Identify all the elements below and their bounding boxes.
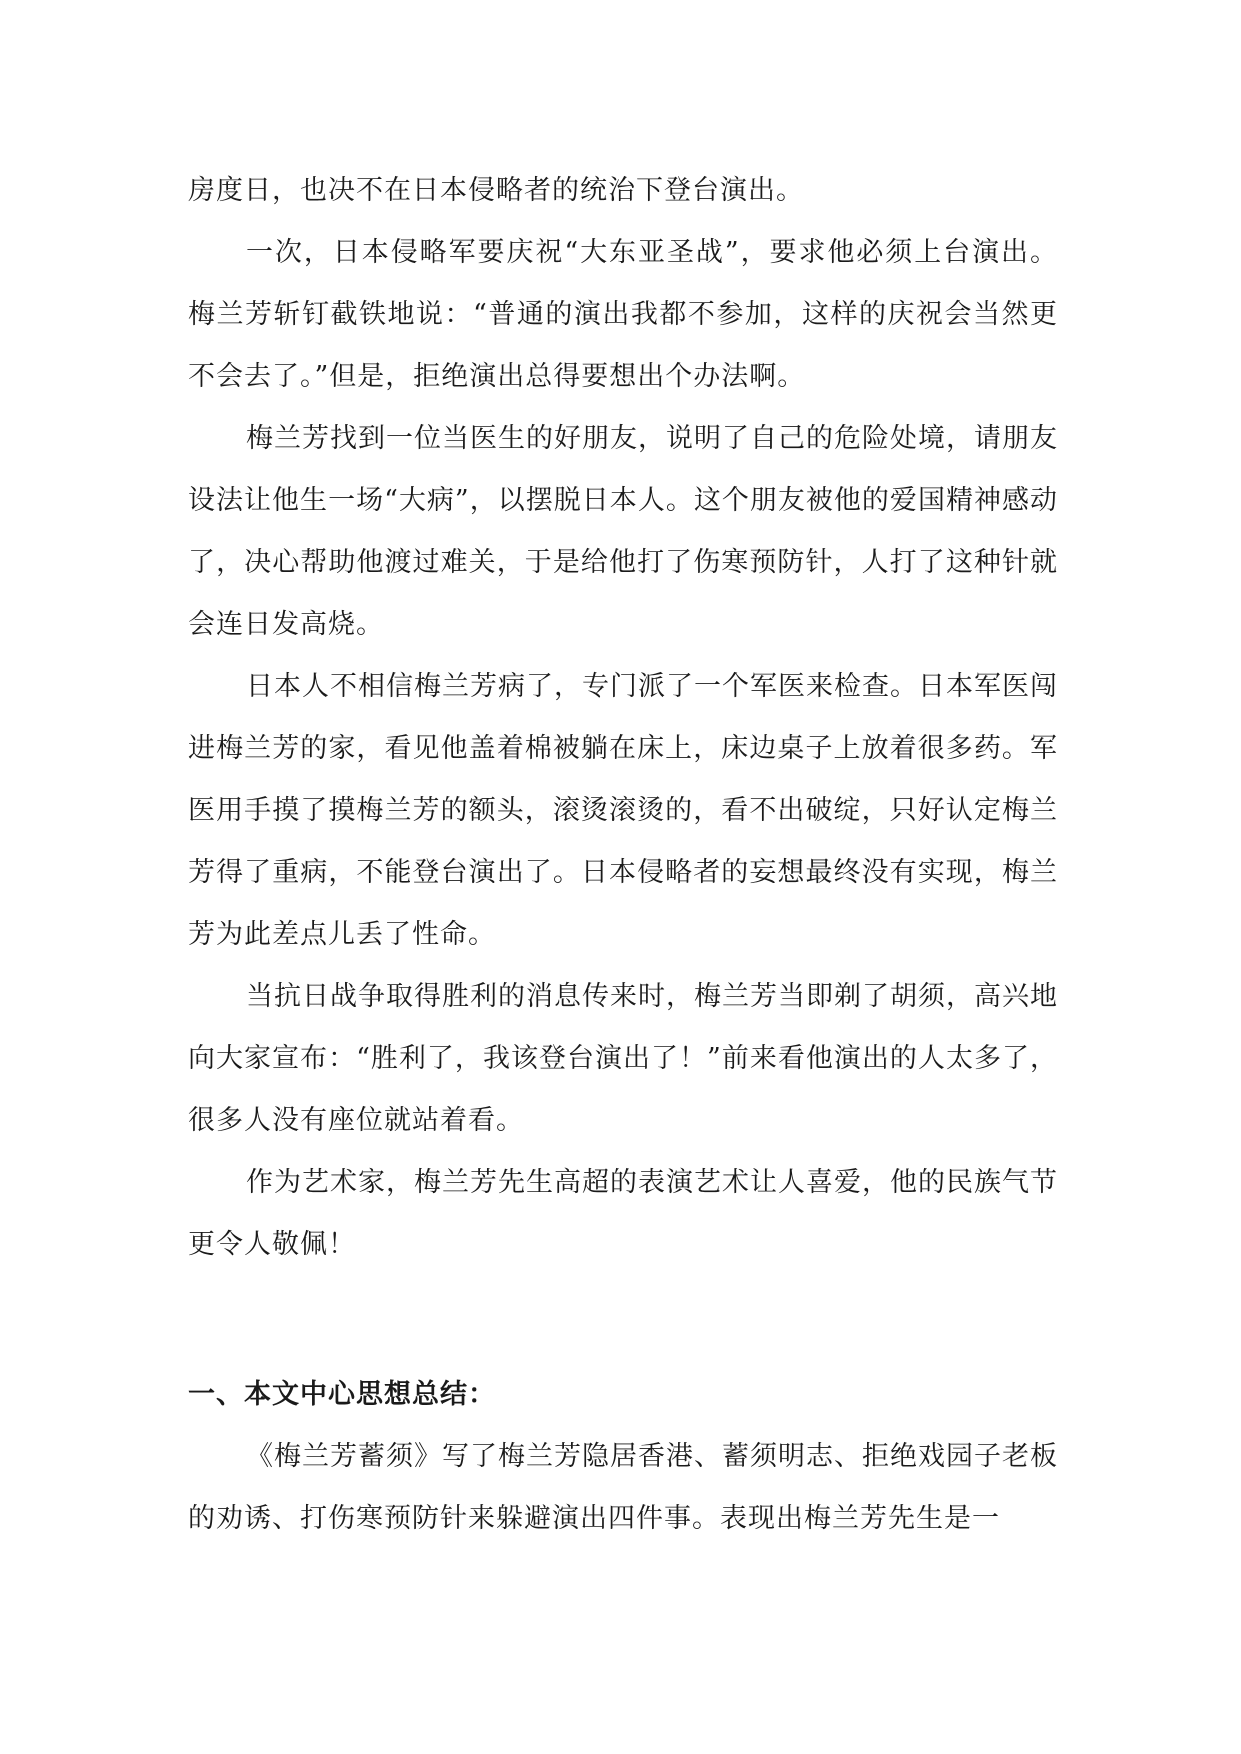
text-line: 日本人不相信梅兰芳病了，专门派了一个军医来检查。日本军医: [246, 671, 1030, 702]
text-line: 梅兰芳找到一位当医生的好朋友，说明了自己的危险处境，请朋: [246, 423, 1030, 454]
paragraph-2: [188, 222, 1058, 408]
text-line: 梅兰芳斩钉截铁地说：“普通的演出我都不参加，这样的庆祝会当然: [188, 299, 1030, 330]
text-line: 神感动了，决心帮助他渡过难关，于是给他打了伤寒预防针，人打了: [188, 485, 1059, 578]
paragraph-4: [188, 656, 1058, 966]
text-line: 房度日，也决不在日本侵略者的统治下登台演出。: [188, 175, 804, 206]
text-line: 闯进梅兰芳的家，看见他盖着棉被躺在床上，床边桌子上放着很多药。: [188, 671, 1058, 764]
text-line: 《梅兰芳蓄须》写了梅兰芳隐居香港、蓄须明志、拒绝戏园子老: [246, 1441, 1030, 1472]
text-line: 节更令人敬佩！: [188, 1167, 1058, 1260]
text-line: 当抗日战争取得胜利的消息传来时，梅兰芳当即剃了胡须，高兴: [246, 981, 1030, 1012]
section-spacer: [188, 1276, 1058, 1364]
paragraph-5: [188, 966, 1058, 1152]
text-line: 一次，日本侵略军要庆祝“大东亚圣战”，要求他必须上台演出。: [246, 237, 1058, 268]
text-line: 友设法让他生一场“大病”，以摆脱日本人。这个朋友被他的爱国精: [188, 423, 1058, 516]
text-line: 军医用手摸了摸梅兰芳的额头，滚烫滚烫的，看不出破绽，只好认定: [188, 733, 1058, 826]
text-line: 作为艺术家，梅兰芳先生高超的表演艺术让人喜爱，他的民族气: [246, 1167, 1030, 1198]
section-heading: 一、本文中心思想总结：: [188, 1379, 496, 1410]
text-line: 地向大家宣布：“胜利了，我该登台演出了！”前来看他演出的人太多: [188, 981, 1058, 1074]
paragraph-3: [188, 408, 1058, 656]
text-line: 板的劝诱、打伤寒预防针来躲避演出四件事。表现出梅兰芳先生是一: [188, 1441, 1058, 1534]
text-line: 梅兰芳为此差点儿丢了性命。: [188, 857, 1059, 950]
text-line: 更不会去了。”但是，拒绝演出总得要想出个办法啊。: [188, 299, 1058, 392]
document-page: [188, 160, 1058, 1550]
paragraph-6: [188, 1152, 1058, 1276]
text-line: 了，很多人没有座位就站着看。: [188, 1043, 1058, 1136]
summary-paragraph: [188, 1426, 1058, 1550]
text-line: 这种针就会连日发高烧。: [188, 547, 1059, 640]
text-line: 梅兰芳得了重病，不能登台演出了。日本侵略者的妄想最终没有实现，: [188, 795, 1059, 888]
paragraph-1: [188, 160, 1058, 222]
